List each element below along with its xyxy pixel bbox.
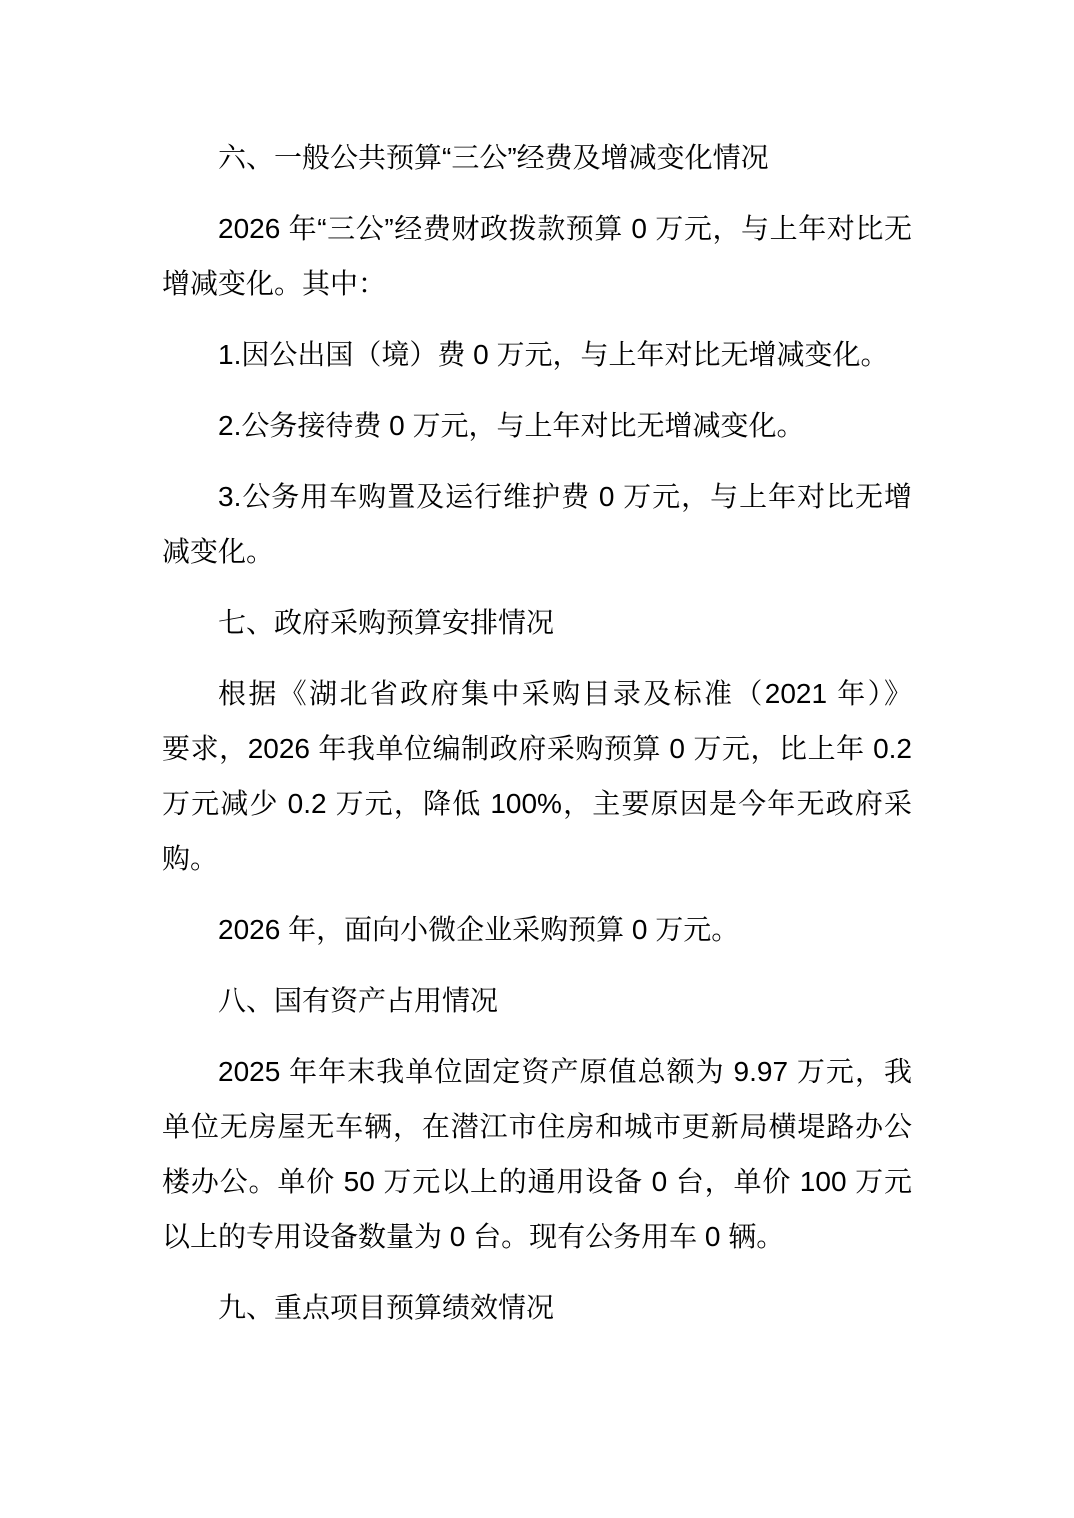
section-heading <box>162 1280 912 1335</box>
text-line: 2026 年，面向小微企业采购预算 0 万元。 <box>218 914 740 945</box>
text-line: 万元减少 0.2 万元，降低 100%，主要原因是今年无政府采 <box>162 788 912 819</box>
paragraph <box>162 201 912 311</box>
paragraph <box>162 327 912 382</box>
paragraph <box>162 469 912 579</box>
text-line: 九、重点项目预算绩效情况 <box>218 1292 555 1323</box>
text-line: 增减变化。其中： <box>162 268 387 299</box>
paragraph <box>162 1044 912 1264</box>
section-heading <box>162 595 912 650</box>
text-line: 减变化。 <box>162 536 275 567</box>
document-body <box>162 130 912 1335</box>
text-line: 1.因公出国（境）费 0 万元，与上年对比无增减变化。 <box>218 339 889 370</box>
text-line: 2026 年“三公”经费财政拨款预算 0 万元，与上年对比无 <box>218 213 912 244</box>
section-heading <box>162 973 912 1028</box>
text-line: 3.公务用车购置及运行维护费 0 万元，与上年对比无增 <box>218 481 912 512</box>
text-line: 七、政府采购预算安排情况 <box>218 607 555 638</box>
paragraph <box>162 902 912 957</box>
text-line: 购。 <box>162 843 219 874</box>
text-line: 六、一般公共预算“三公”经费及增减变化情况 <box>218 142 769 173</box>
text-line: 单位无房屋无车辆，在潜江市住房和城市更新局横堤路办公 <box>162 1111 912 1142</box>
text-line: 楼办公。单价 50 万元以上的通用设备 0 台，单价 100 万元 <box>162 1166 912 1197</box>
text-line: 要求，2026 年我单位编制政府采购预算 0 万元，比上年 0.2 <box>162 733 912 764</box>
text-line: 以上的专用设备数量为 0 台。现有公务用车 0 辆。 <box>162 1221 785 1252</box>
paragraph <box>162 666 912 886</box>
paragraph <box>162 398 912 453</box>
text-line: 2025 年年末我单位固定资产原值总额为 9.97 万元，我 <box>218 1056 912 1087</box>
text-line: 根据《湖北省政府集中采购目录及标准（2021 年）》 <box>218 678 912 709</box>
text-line: 2.公务接待费 0 万元，与上年对比无增减变化。 <box>218 410 805 441</box>
text-line: 八、国有资产占用情况 <box>218 985 499 1016</box>
section-heading <box>162 130 912 185</box>
